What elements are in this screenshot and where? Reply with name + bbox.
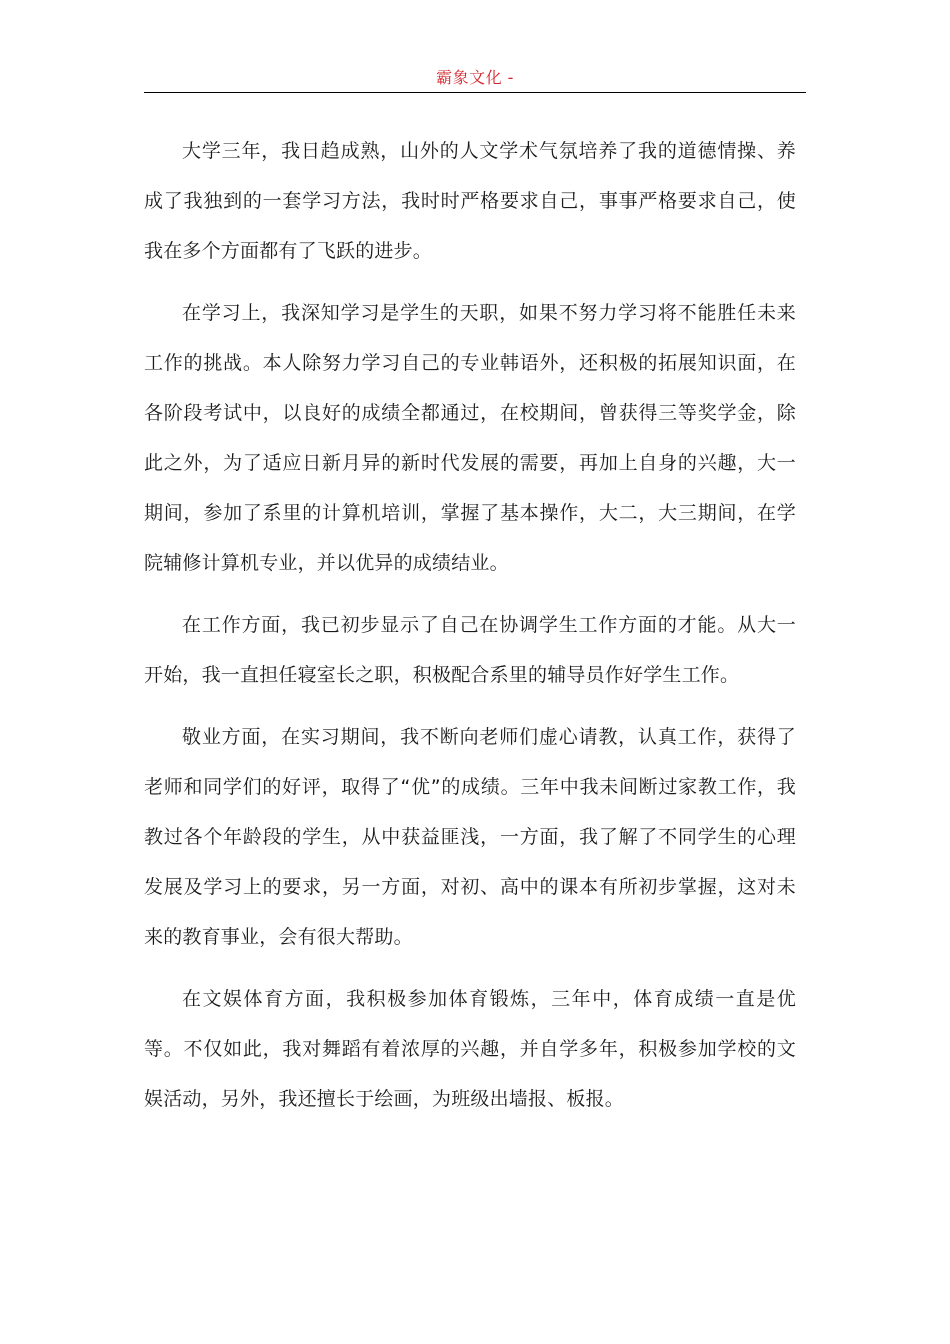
paragraph-4: 敬业方面，在实习期间，我不断向老师们虚心请教，认真工作，获得了老师和同学们的好评，取得了“优”的成绩。三年中我未间断过家教工作，我教过各个年龄段的学生，从中获益匪浅，一方面，我了解了不同学生的心理发展及学习上的要求，另一方面，对初、高中的课本有所初步掌握，这对未来的教育事业，会有很大帮助。 (144, 726, 796, 948)
paragraph-1: 大学三年，我日趋成熟，山外的人文学术气氛培养了我的道德情操、养成了我独到的一套学习方法，我时时严格要求自己，事事严格要求自己，使我在多个方面都有了飞跃的进步。 (144, 140, 796, 262)
paragraph-5: 在文娱体育方面，我积极参加体育锻炼，三年中，体育成绩一直是优等。不仅如此，我对舞蹈有着浓厚的兴趣，并自学多年，积极参加学校的文娱活动，另外，我还擅长于绘画，为班级出墙报、板报。 (144, 988, 796, 1110)
paragraph-3: 在工作方面，我已初步显示了自己在协调学生工作方面的才能。从大一开始，我一直担任寝室长之职，积极配合系里的辅导员作好学生工作。 (144, 614, 796, 686)
page-header (144, 64, 806, 93)
document-body (144, 126, 796, 1136)
header-title: 霸象文化 - (436, 68, 514, 87)
paragraph-2: 在学习上，我深知学习是学生的天职，如果不努力学习将不能胜任未来工作的挑战。本人除努力学习自己的专业韩语外，还积极的拓展知识面，在各阶段考试中，以良好的成绩全都通过，在校期间，曾获得三等奖学金，除此之外，为了适应日新月异的新时代发展的需要，再加上自身的兴趣，大一期间，参加了系里的计算机培训，掌握了基本操作，大二，大三期间，在学院辅修计算机专业，并以优异的成绩结业。 (144, 302, 796, 574)
